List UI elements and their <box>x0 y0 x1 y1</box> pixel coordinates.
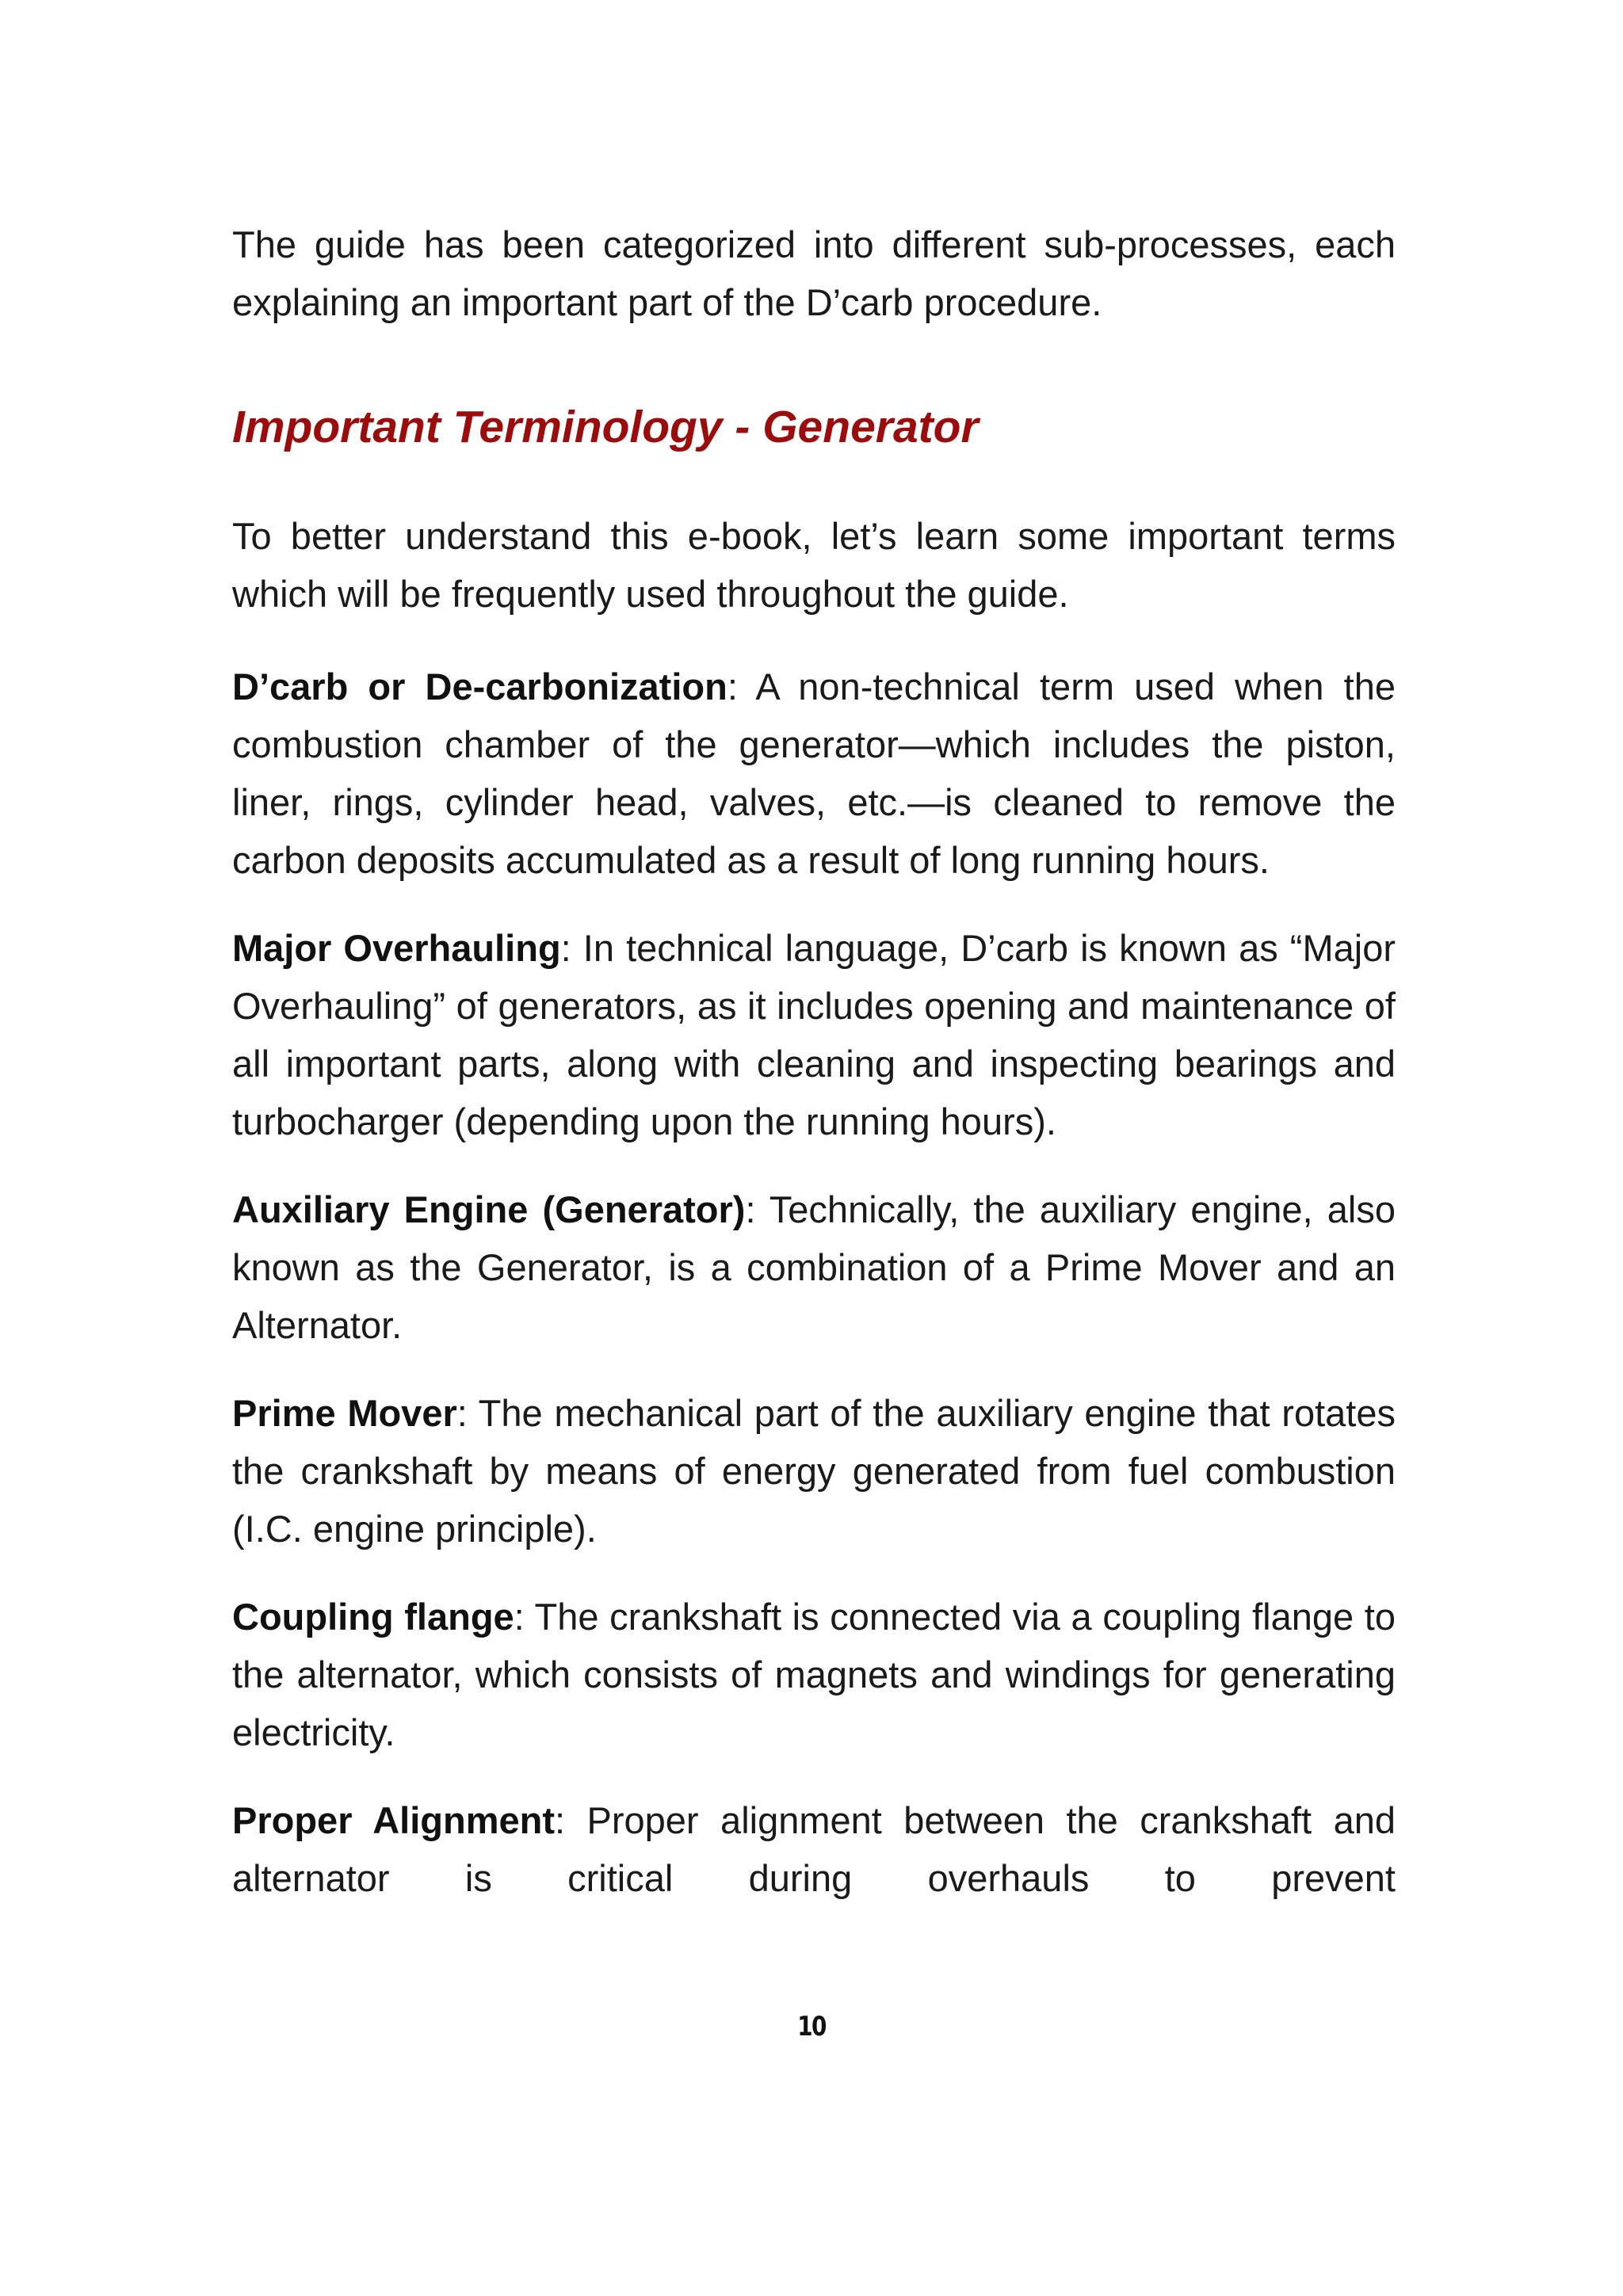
term-label: Auxiliary Engine (Generator) <box>232 1188 746 1230</box>
term-label: Major Overhauling <box>232 927 561 969</box>
term-label: Prime Mover <box>232 1392 457 1434</box>
term-definition: : The crankshaft is connected via a coupling flange to the alternator, which consists of magnets and windings for generating electricity. <box>232 1596 1396 1753</box>
term-prime-mover <box>232 1384 1396 1558</box>
term-auxiliary-engine <box>232 1180 1396 1354</box>
term-coupling-flange <box>232 1588 1396 1761</box>
page-content <box>232 215 1396 1937</box>
term-definition: : A non-technical term used when the combustion chamber of the generator—which includes the piston, liner, rings, cylinder head, valves, etc.—is cleaned to remove the carbon deposits accumulated as a result of long running hours. <box>232 666 1396 881</box>
term-label: Proper Alignment <box>232 1799 555 1841</box>
term-label: Coupling flange <box>232 1596 514 1638</box>
term-definition: : The mechanical part of the auxiliary engine that rotates the crankshaft by means of energy generated from fuel combustion (I.C. engine principle). <box>232 1392 1396 1550</box>
intro-paragraph: The guide has been categorized into different sub-processes, each explaining an important part of the D’carb procedure. <box>232 223 1396 323</box>
section-heading: Important Terminology - Generator <box>232 402 979 452</box>
term-proper-alignment <box>232 1791 1396 1907</box>
term-major-overhauling <box>232 919 1396 1150</box>
term-label: D’carb or De-carbonization <box>232 666 727 707</box>
term-dcarb <box>232 658 1396 889</box>
page-number: 10 <box>797 2011 826 2042</box>
term-definition: : Technically, the auxiliary engine, also known as the Generator, is a combination of a Prime Mover and an Alternator. <box>232 1188 1396 1346</box>
lead-paragraph: To better understand this e-book, let’s learn some important terms which will be frequently used throughout the guide. <box>232 515 1396 615</box>
term-definition: : Proper alignment between the crankshaft and alternator is critical during overhauls to prevent <box>232 1799 1396 1899</box>
term-definition: : In technical language, D’carb is known as “Major Overhauling” of generators, as it includes opening and maintenance of all important parts, along with cleaning and inspecting bearings and turbocharger (depending upon the running hours). <box>232 927 1396 1142</box>
